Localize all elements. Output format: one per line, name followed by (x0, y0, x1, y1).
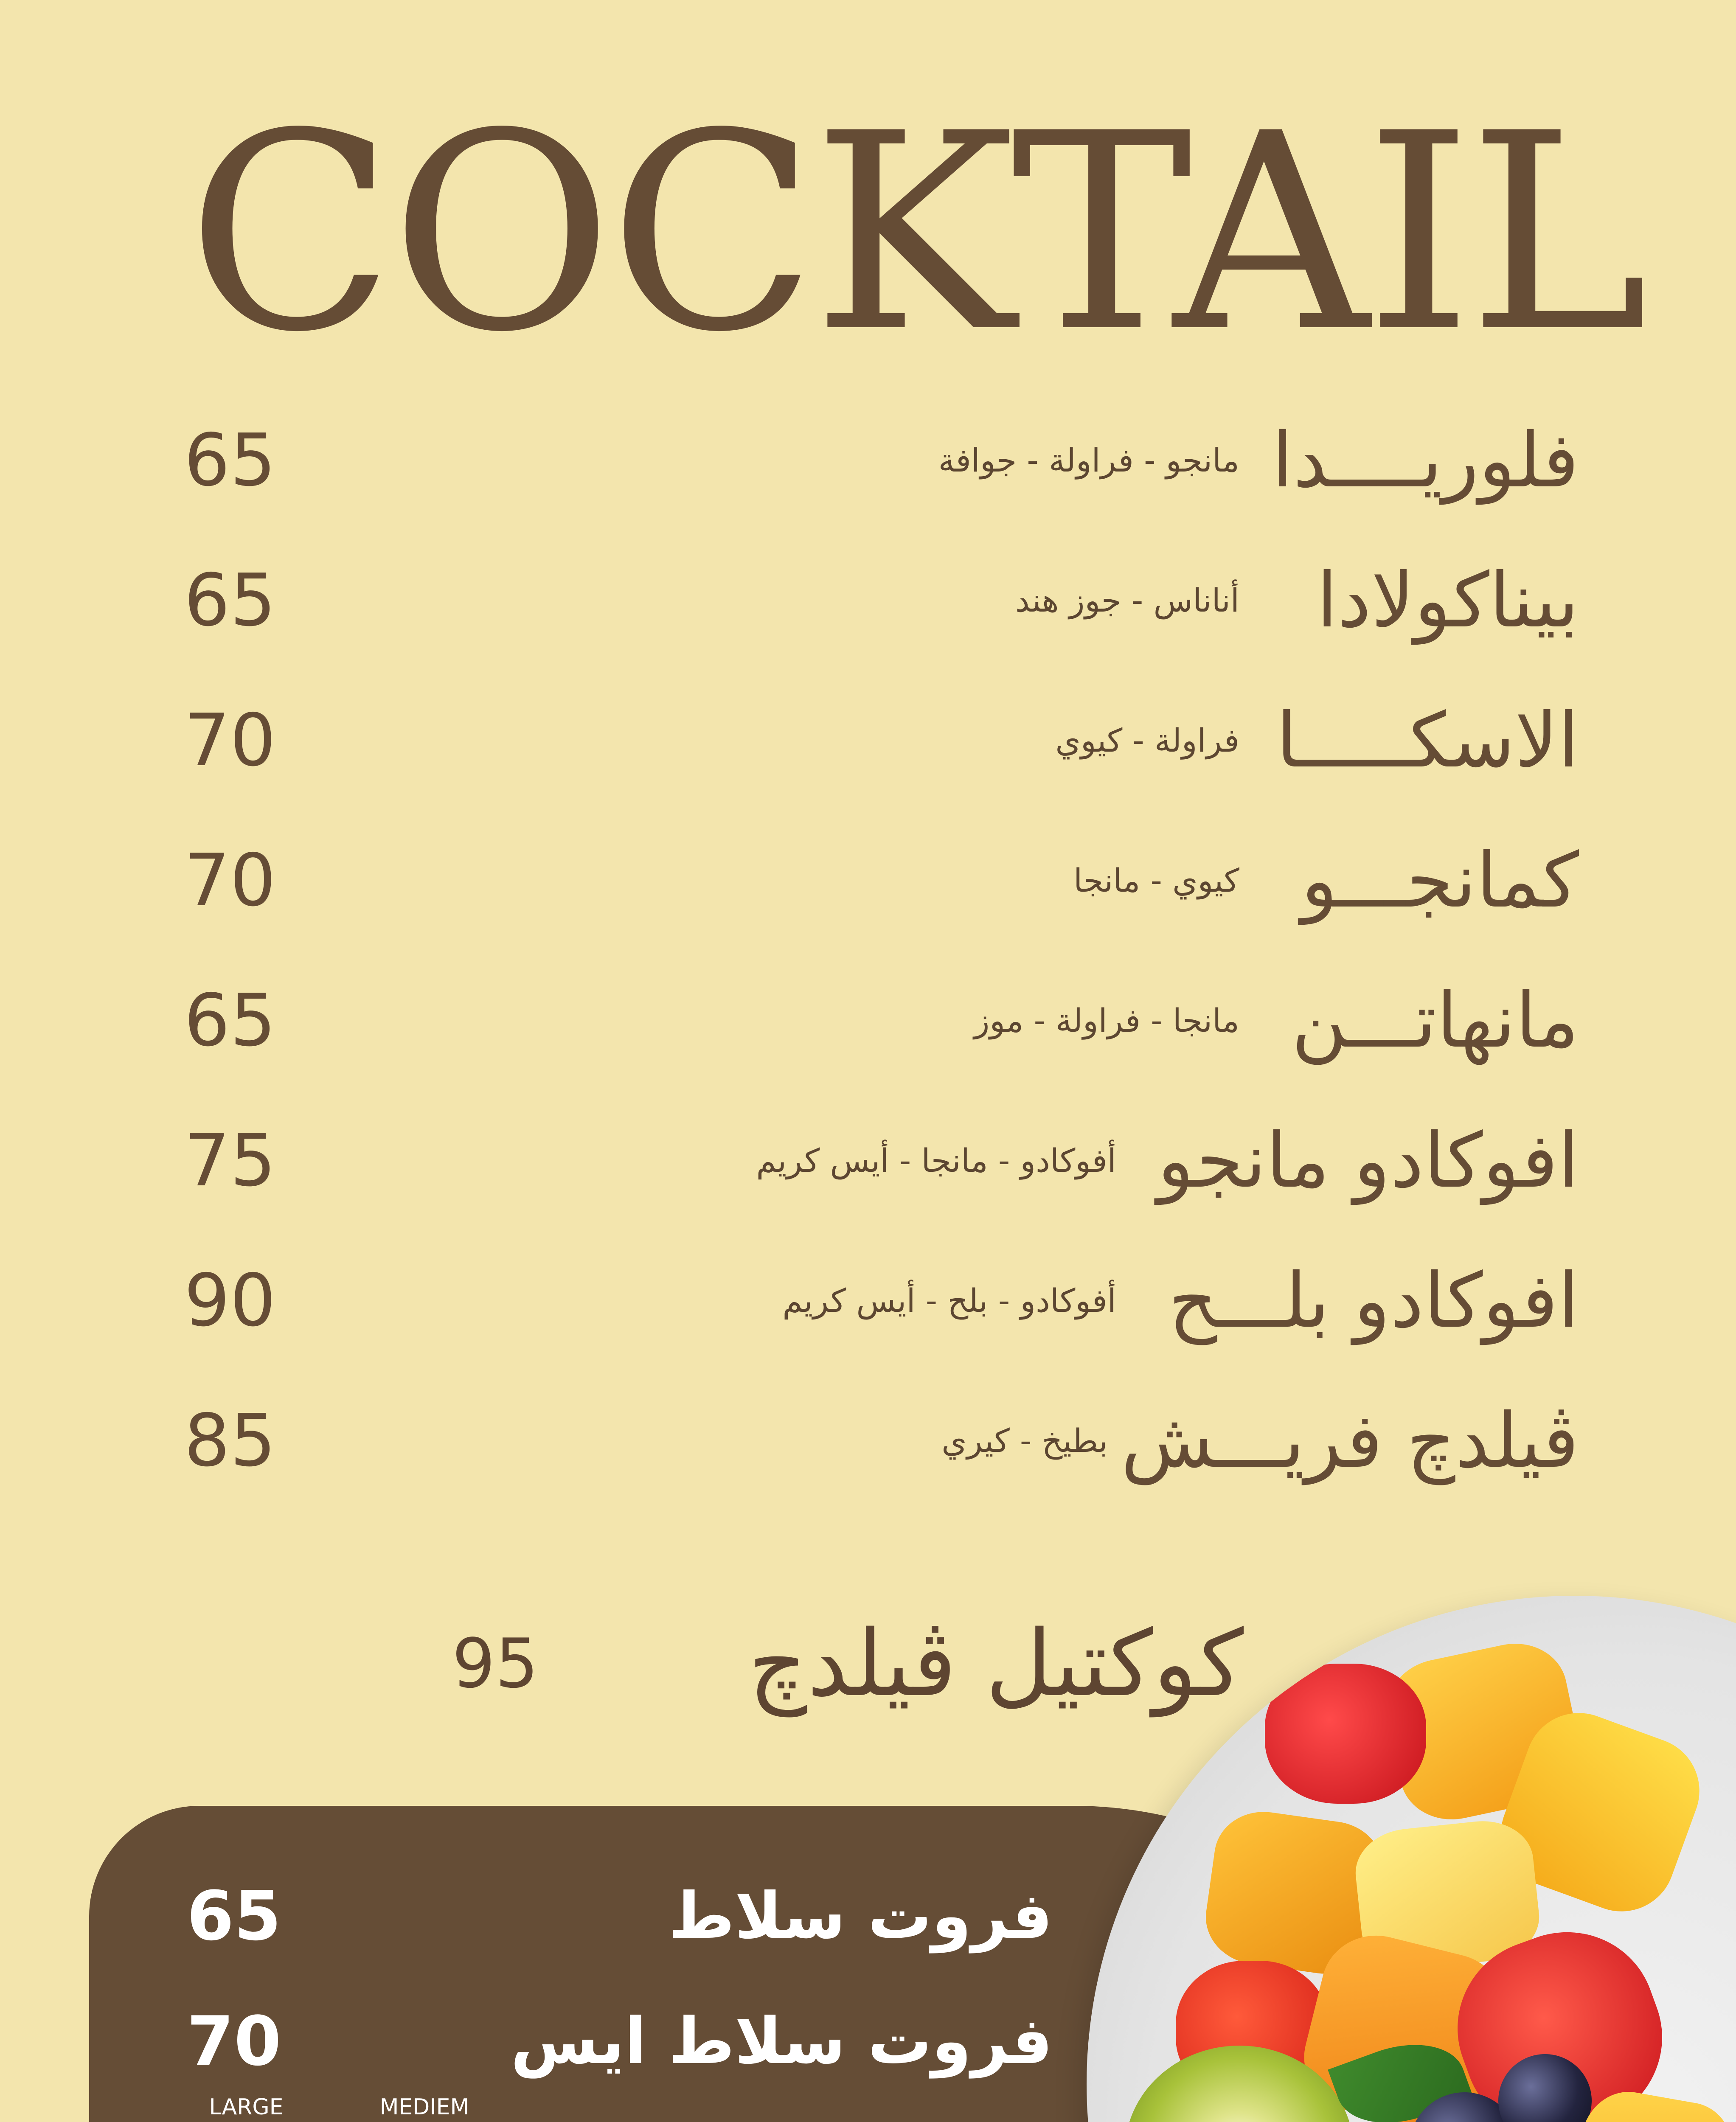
item-price: 65 (184, 979, 276, 1063)
panel-item-price: 70 (187, 2001, 281, 2081)
item-price: 90 (184, 1259, 276, 1343)
item-description: فراولة - كيوي (1055, 721, 1239, 759)
item-name: كمانجـــو (1301, 836, 1579, 924)
panel-item-name: فروت سلاط (669, 1879, 1053, 1953)
item-description: مانجا - فراولة - موز (974, 1002, 1239, 1039)
item-price: 85 (184, 1399, 276, 1483)
item-name: افوكادو مانجو (1157, 1117, 1579, 1204)
featured-item-name: كوكتيل ڤيلدچ (748, 1610, 1244, 1717)
item-name: بيناكولادا (1316, 556, 1579, 644)
item-name: افوكادو بلـــح (1168, 1257, 1579, 1344)
menu-item (0, 390, 1736, 530)
item-price: 70 (184, 699, 276, 783)
menu-item (0, 671, 1736, 811)
menu-item (0, 811, 1736, 951)
menu-item (0, 1231, 1736, 1371)
item-price: 70 (184, 839, 276, 923)
item-description: أفوكادو - بلح - أيس كريم (782, 1282, 1116, 1319)
panel-item-price: 65 (187, 1876, 281, 1956)
menu-item (0, 1091, 1736, 1231)
item-description: مانجو - فراولة - جوافة (938, 441, 1239, 479)
featured-item-price: 95 (452, 1624, 539, 1703)
item-name: فلوريــــدا (1272, 416, 1579, 504)
item-description: أناناس - جوز هند (1015, 581, 1239, 619)
item-name: مانهاتـــن (1292, 977, 1579, 1064)
item-name: ڤيلدچ فريـــش (1121, 1397, 1579, 1485)
item-description: أفوكادو - مانجا - أيس كريم (756, 1142, 1116, 1179)
item-description: بطيخ - كيري (941, 1422, 1108, 1460)
size-large-label: LARGE (209, 2094, 284, 2120)
item-name: الاسكـــــا (1276, 696, 1579, 784)
item-price: 65 (184, 418, 276, 502)
menu-item (0, 530, 1736, 671)
item-description: كيوي - مانجا (1073, 862, 1239, 899)
panel-item-price-large (187, 2118, 329, 2122)
item-price: 65 (184, 559, 276, 643)
panel-item-name: فروت سلاط ايس (511, 2004, 1053, 2078)
item-price: 75 (184, 1119, 276, 1203)
menu-item (0, 951, 1736, 1091)
menu-item (0, 1371, 1736, 1511)
panel-item-price-medium (365, 2118, 507, 2122)
strawberry-piece (1265, 1664, 1426, 1804)
panel-item-name (665, 2118, 1053, 2122)
size-medium-label: MEDIEM (379, 2094, 469, 2120)
menu-title: COCKTAIL (187, 75, 1645, 391)
